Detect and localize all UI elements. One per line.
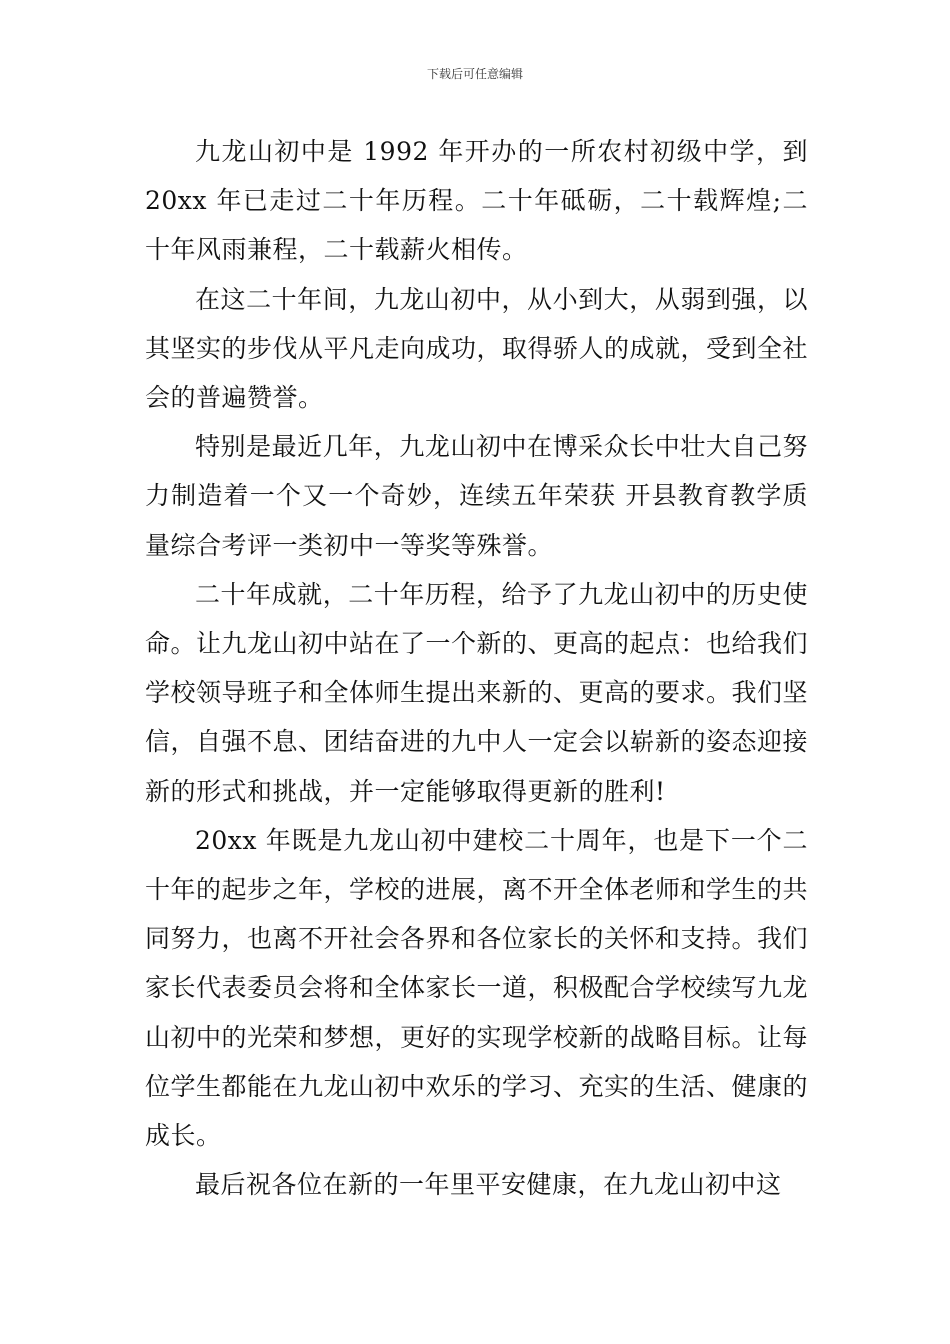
paragraph-5: 20xx 年既是九龙山初中建校二十周年，也是下一个二十年的起步之年，学校的进展，离不开全体老师和学生的共同努力，也离不开社会各界和各位家长的关怀和支持。我们家长代表委员会将和全体家长一道，积极配合学校续写九龙山初中的光荣和梦想，更好的实现学校新的战略目标。让每位学生都能在九龙山初中欢乐的学习、充实的生活、健康的成长。 — [145, 825, 809, 1151]
paragraph-3: 特别是最近几年，九龙山初中在博采众长中壮大自己努力制造着一个又一个奇妙，连续五年荣获 开县教育教学质量综合考评一类初中一等奖等殊誉。 — [145, 432, 808, 560]
paragraph-2: 在这二十年间，九龙山初中，从小到大，从弱到强，以其坚实的步伐从平凡走向成功，取得骄人的成就，受到全社会的普遍赞誉。 — [145, 284, 809, 413]
document-body — [145, 127, 808, 1209]
paragraph-6: 最后祝各位在新的一年里平安健康，在九龙山初中这 — [195, 1170, 782, 1200]
paragraph-4: 二十年成就，二十年历程，给予了九龙山初中的历史使命。让九龙山初中站在了一个新的、更高的起点：也给我们学校领导班子和全体师生提出来新的、更高的要求。我们坚信，自强不息、团结奋进的九中人一定会以崭新的姿态迎接新的形式和挑战，并一定能够取得更新的胜利! — [145, 579, 809, 806]
page-header: 下载后可任意编辑 — [426, 67, 523, 81]
paragraph-1: 九龙山初中是 1992 年开办的一所农村初级中学，到 20xx 年已走过二十年历程。二十年砥砺，二十载辉煌;二十年风雨兼程，二十载薪火相传。 — [145, 137, 808, 265]
